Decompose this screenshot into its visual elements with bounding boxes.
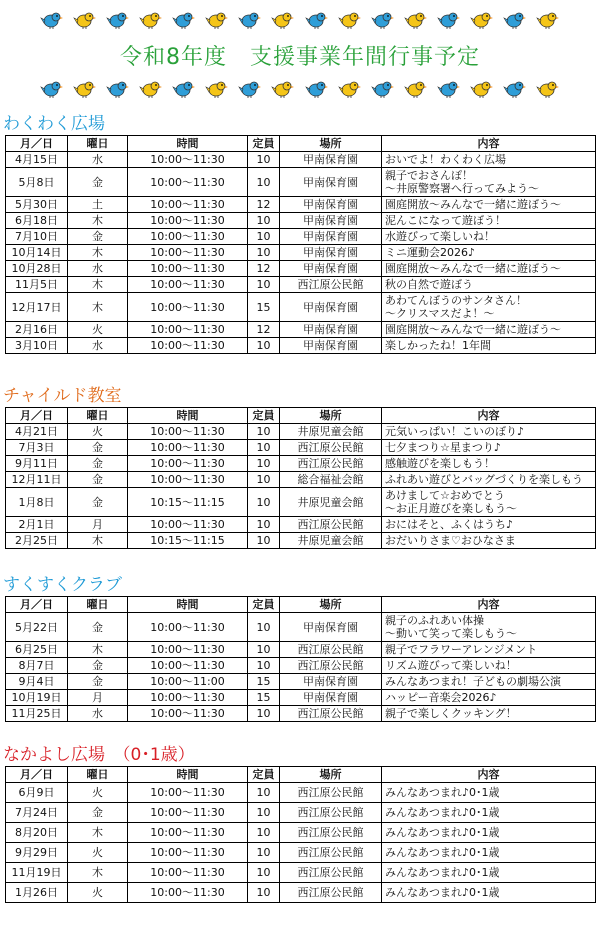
cell-day: 木: [68, 245, 128, 261]
cell-day: 火: [68, 843, 128, 863]
cell-day: 金: [68, 488, 128, 517]
bird-icon: [437, 9, 461, 29]
cell-cap: 10: [248, 424, 280, 440]
cell-content: 親子で楽しくクッキング！: [382, 706, 596, 722]
cell-time: 10:00～11:30: [128, 472, 248, 488]
cell-day: 木: [68, 863, 128, 883]
cell-cap: 10: [248, 533, 280, 549]
bird-icon: [238, 78, 262, 98]
cell-cap: 15: [248, 293, 280, 322]
column-header-time: 時間: [128, 597, 248, 613]
cell-cap: 10: [248, 488, 280, 517]
cell-content: おにはそと、ふくはうち♪: [382, 517, 596, 533]
cell-place: 西江原公民館: [280, 863, 382, 883]
bird-icon: [40, 78, 64, 98]
table-row: [6, 642, 596, 658]
table-row: [6, 424, 596, 440]
section-title: チャイルド教室: [3, 386, 122, 406]
cell-time: 10:15～11:15: [128, 533, 248, 549]
cell-time: 10:15～11:15: [128, 488, 248, 517]
cell-content: 親子のふれあい体操 ～動いて笑って楽しもう～: [382, 613, 596, 642]
cell-date: 11月5日: [6, 277, 68, 293]
column-header-place: 場所: [280, 408, 382, 424]
cell-time: 10:00～11:30: [128, 338, 248, 354]
cell-day: 木: [68, 642, 128, 658]
cell-place: 甲南保育園: [280, 152, 382, 168]
cell-day: 木: [68, 293, 128, 322]
bird-icon: [271, 9, 295, 29]
cell-day: 金: [68, 229, 128, 245]
table-header-row: [6, 136, 596, 152]
bird-icon: [404, 78, 428, 98]
cell-date: 6月25日: [6, 642, 68, 658]
column-header-content: 内容: [382, 408, 596, 424]
table-row: [6, 823, 596, 843]
cell-time: 10:00～11:30: [128, 658, 248, 674]
cell-cap: 10: [248, 642, 280, 658]
cell-place: 甲南保育園: [280, 338, 382, 354]
cell-time: 10:00～11:30: [128, 440, 248, 456]
cell-date: 12月17日: [6, 293, 68, 322]
column-header-place: 場所: [280, 767, 382, 783]
bird-icon: [371, 78, 395, 98]
page-title: 令和8年度 支援事業年間行事予定: [120, 45, 480, 70]
cell-place: 甲南保育園: [280, 613, 382, 642]
cell-time: 10:00～11:30: [128, 803, 248, 823]
section-title: なかよし広場 （0･1歳）: [3, 745, 195, 765]
cell-cap: 10: [248, 783, 280, 803]
cell-place: 西江原公民館: [280, 783, 382, 803]
cell-place: 甲南保育園: [280, 690, 382, 706]
table-row: [6, 245, 596, 261]
bird-icon: [305, 78, 329, 98]
cell-day: 月: [68, 517, 128, 533]
cell-place: 西江原公民館: [280, 517, 382, 533]
cell-content: リズム遊びって楽しいね！: [382, 658, 596, 674]
bird-icon: [536, 9, 560, 29]
cell-content: 秋の自然で遊ぼう: [382, 277, 596, 293]
column-header-place: 場所: [280, 597, 382, 613]
cell-content: 園庭開放～みんなで一緒に遊ぼう～: [382, 197, 596, 213]
table-row: [6, 674, 596, 690]
cell-place: 総合福祉会館: [280, 472, 382, 488]
cell-date: 11月19日: [6, 863, 68, 883]
cell-date: 4月21日: [6, 424, 68, 440]
cell-time: 10:00～11:30: [128, 213, 248, 229]
cell-cap: 12: [248, 261, 280, 277]
cell-content: みんなあつまれ♪0･1歳: [382, 883, 596, 903]
cell-day: 水: [68, 706, 128, 722]
cell-cap: 15: [248, 690, 280, 706]
cell-date: 6月9日: [6, 783, 68, 803]
cell-day: 土: [68, 197, 128, 213]
cell-cap: 12: [248, 322, 280, 338]
cell-date: 10月14日: [6, 245, 68, 261]
schedule-table: [5, 766, 596, 903]
cell-cap: 12: [248, 197, 280, 213]
cell-cap: 10: [248, 517, 280, 533]
column-header-time: 時間: [128, 408, 248, 424]
cell-place: 甲南保育園: [280, 674, 382, 690]
cell-time: 10:00～11:30: [128, 424, 248, 440]
cell-place: 西江原公民館: [280, 883, 382, 903]
bird-decoration-bottom: [40, 77, 560, 99]
cell-day: 金: [68, 658, 128, 674]
column-header-cap: 定員: [248, 767, 280, 783]
column-header-content: 内容: [382, 136, 596, 152]
section-child-class: [3, 386, 595, 549]
cell-place: 甲南保育園: [280, 261, 382, 277]
cell-date: 5月30日: [6, 197, 68, 213]
bird-icon: [271, 78, 295, 98]
cell-place: 甲南保育園: [280, 293, 382, 322]
cell-place: 甲南保育園: [280, 197, 382, 213]
cell-day: 水: [68, 261, 128, 277]
cell-date: 7月3日: [6, 440, 68, 456]
cell-content: 園庭開放～みんなで一緒に遊ぼう～: [382, 322, 596, 338]
table-row: [6, 472, 596, 488]
cell-time: 10:00～11:30: [128, 517, 248, 533]
cell-day: 火: [68, 883, 128, 903]
cell-date: 6月18日: [6, 213, 68, 229]
cell-time: 10:00～11:30: [128, 152, 248, 168]
cell-place: 西江原公民館: [280, 706, 382, 722]
cell-cap: 10: [248, 229, 280, 245]
cell-time: 10:00～11:30: [128, 245, 248, 261]
cell-content: ミニ運動会2026♪: [382, 245, 596, 261]
column-header-time: 時間: [128, 136, 248, 152]
schedule-table: [5, 596, 596, 722]
cell-date: 1月26日: [6, 883, 68, 903]
cell-content: みんなあつまれ♪0･1歳: [382, 863, 596, 883]
column-header-cap: 定員: [248, 597, 280, 613]
cell-content: ふれあい遊びとバッグづくりを楽しもう: [382, 472, 596, 488]
bird-icon: [139, 9, 163, 29]
section-title: わくわく広場: [3, 114, 105, 134]
bird-icon: [470, 78, 494, 98]
bird-icon: [470, 9, 494, 29]
cell-content: みんなあつまれ♪0･1歳: [382, 843, 596, 863]
cell-date: 9月11日: [6, 456, 68, 472]
column-header-place: 場所: [280, 136, 382, 152]
bird-icon: [40, 9, 64, 29]
cell-date: 12月11日: [6, 472, 68, 488]
table-row: [6, 440, 596, 456]
table-row: [6, 456, 596, 472]
cell-day: 金: [68, 803, 128, 823]
cell-place: 甲南保育園: [280, 245, 382, 261]
cell-day: 火: [68, 783, 128, 803]
bird-icon: [205, 78, 229, 98]
table-row: [6, 783, 596, 803]
cell-time: 10:00～11:30: [128, 690, 248, 706]
column-header-date: 月／日: [6, 136, 68, 152]
cell-time: 10:00～11:30: [128, 843, 248, 863]
cell-content: 楽しかったね！1年間: [382, 338, 596, 354]
cell-time: 10:00～11:30: [128, 613, 248, 642]
cell-content: みんなあつまれ！子どもの劇場公演: [382, 674, 596, 690]
cell-day: 火: [68, 424, 128, 440]
section-title: すくすくクラブ: [3, 575, 122, 595]
cell-place: 甲南保育園: [280, 168, 382, 197]
cell-place: 西江原公民館: [280, 823, 382, 843]
cell-time: 10:00～11:30: [128, 229, 248, 245]
table-header-row: [6, 597, 596, 613]
column-header-day: 曜日: [68, 136, 128, 152]
cell-cap: 10: [248, 472, 280, 488]
cell-place: 井原児童会館: [280, 424, 382, 440]
cell-day: 金: [68, 440, 128, 456]
bird-icon: [404, 9, 428, 29]
cell-day: 金: [68, 168, 128, 197]
bird-icon: [106, 78, 130, 98]
table-row: [6, 168, 596, 197]
cell-day: 木: [68, 823, 128, 843]
cell-place: 西江原公民館: [280, 658, 382, 674]
cell-date: 9月29日: [6, 843, 68, 863]
cell-content: 感触遊びを楽しもう！: [382, 456, 596, 472]
cell-date: 2月16日: [6, 322, 68, 338]
cell-cap: 10: [248, 440, 280, 456]
bird-icon: [536, 78, 560, 98]
cell-day: 木: [68, 213, 128, 229]
column-header-day: 曜日: [68, 408, 128, 424]
cell-time: 10:00～11:00: [128, 674, 248, 690]
cell-content: 元気いっぱい！こいのぼり♪: [382, 424, 596, 440]
cell-time: 10:00～11:30: [128, 706, 248, 722]
cell-time: 10:00～11:30: [128, 261, 248, 277]
cell-date: 2月25日: [6, 533, 68, 549]
cell-place: 井原児童会館: [280, 488, 382, 517]
column-header-day: 曜日: [68, 597, 128, 613]
cell-time: 10:00～11:30: [128, 456, 248, 472]
table-row: [6, 613, 596, 642]
cell-place: 西江原公民館: [280, 803, 382, 823]
column-header-day: 曜日: [68, 767, 128, 783]
cell-date: 2月1日: [6, 517, 68, 533]
schedule-table: [5, 135, 596, 354]
cell-cap: 10: [248, 277, 280, 293]
section-nakayoshi: [3, 745, 595, 903]
cell-cap: 10: [248, 843, 280, 863]
cell-day: 月: [68, 690, 128, 706]
cell-cap: 10: [248, 706, 280, 722]
cell-cap: 10: [248, 168, 280, 197]
column-header-content: 内容: [382, 767, 596, 783]
table-row: [6, 517, 596, 533]
cell-date: 11月25日: [6, 706, 68, 722]
cell-day: 金: [68, 456, 128, 472]
cell-content: あけまして☆おめでとう ～お正月遊びを楽しもう～: [382, 488, 596, 517]
cell-time: 10:00～11:30: [128, 168, 248, 197]
column-header-cap: 定員: [248, 408, 280, 424]
cell-place: 甲南保育園: [280, 229, 382, 245]
table-row: [6, 293, 596, 322]
bird-icon: [503, 9, 527, 29]
section-wakuwaku: [3, 114, 595, 354]
cell-cap: 10: [248, 863, 280, 883]
bird-icon: [205, 9, 229, 29]
cell-time: 10:00～11:30: [128, 277, 248, 293]
schedule-table: [5, 407, 596, 549]
cell-place: 甲南保育園: [280, 213, 382, 229]
column-header-content: 内容: [382, 597, 596, 613]
cell-day: 水: [68, 338, 128, 354]
cell-cap: 10: [248, 613, 280, 642]
cell-date: 8月20日: [6, 823, 68, 843]
cell-content: 泥んこになって遊ぼう！: [382, 213, 596, 229]
table-row: [6, 803, 596, 823]
cell-place: 井原児童会館: [280, 533, 382, 549]
bird-icon: [106, 9, 130, 29]
cell-content: あわてんぼうのサンタさん！ ～クリスマスだよ！～: [382, 293, 596, 322]
cell-time: 10:00～11:30: [128, 322, 248, 338]
cell-cap: 15: [248, 674, 280, 690]
cell-time: 10:00～11:30: [128, 197, 248, 213]
cell-date: 4月15日: [6, 152, 68, 168]
cell-day: 金: [68, 674, 128, 690]
bird-icon: [73, 78, 97, 98]
cell-place: 西江原公民館: [280, 843, 382, 863]
cell-place: 西江原公民館: [280, 456, 382, 472]
table-row: [6, 322, 596, 338]
cell-day: 金: [68, 472, 128, 488]
table-row: [6, 229, 596, 245]
cell-cap: 10: [248, 823, 280, 843]
cell-content: みんなあつまれ♪0･1歳: [382, 783, 596, 803]
bird-icon: [73, 9, 97, 29]
bird-icon: [139, 78, 163, 98]
table-row: [6, 338, 596, 354]
cell-content: 園庭開放～みんなで一緒に遊ぼう～: [382, 261, 596, 277]
cell-content: おだいりさま♡おひなさま: [382, 533, 596, 549]
table-row: [6, 261, 596, 277]
cell-cap: 10: [248, 456, 280, 472]
cell-date: 10月19日: [6, 690, 68, 706]
bird-icon: [172, 9, 196, 29]
cell-content: みんなあつまれ♪0･1歳: [382, 823, 596, 843]
cell-day: 水: [68, 152, 128, 168]
cell-date: 7月24日: [6, 803, 68, 823]
cell-time: 10:00～11:30: [128, 293, 248, 322]
cell-date: 3月10日: [6, 338, 68, 354]
cell-time: 10:00～11:30: [128, 823, 248, 843]
cell-time: 10:00～11:30: [128, 883, 248, 903]
cell-cap: 10: [248, 658, 280, 674]
cell-day: 木: [68, 533, 128, 549]
column-header-date: 月／日: [6, 767, 68, 783]
cell-time: 10:00～11:30: [128, 642, 248, 658]
table-row: [6, 533, 596, 549]
cell-cap: 10: [248, 803, 280, 823]
cell-time: 10:00～11:30: [128, 783, 248, 803]
cell-place: 甲南保育園: [280, 322, 382, 338]
table-row: [6, 690, 596, 706]
cell-cap: 10: [248, 213, 280, 229]
column-header-date: 月／日: [6, 597, 68, 613]
cell-date: 7月10日: [6, 229, 68, 245]
cell-place: 西江原公民館: [280, 642, 382, 658]
column-header-time: 時間: [128, 767, 248, 783]
table-row: [6, 706, 596, 722]
bird-icon: [338, 78, 362, 98]
cell-date: 10月28日: [6, 261, 68, 277]
cell-content: 親子でおさんぽ！ ～井原警察署へ行ってみよう～: [382, 168, 596, 197]
cell-content: ハッピー音楽会2026♪: [382, 690, 596, 706]
bird-icon: [338, 9, 362, 29]
bird-icon: [238, 9, 262, 29]
cell-date: 1月8日: [6, 488, 68, 517]
table-row: [6, 152, 596, 168]
column-header-cap: 定員: [248, 136, 280, 152]
table-row: [6, 213, 596, 229]
cell-day: 金: [68, 613, 128, 642]
cell-date: 9月4日: [6, 674, 68, 690]
cell-content: 親子でフラワーアレンジメント: [382, 642, 596, 658]
cell-cap: 10: [248, 338, 280, 354]
table-row: [6, 197, 596, 213]
cell-cap: 10: [248, 883, 280, 903]
bird-icon: [371, 9, 395, 29]
bird-icon: [503, 78, 527, 98]
table-row: [6, 843, 596, 863]
table-row: [6, 863, 596, 883]
cell-content: おいでよ！わくわく広場: [382, 152, 596, 168]
table-header-row: [6, 767, 596, 783]
table-row: [6, 277, 596, 293]
column-header-date: 月／日: [6, 408, 68, 424]
bird-icon: [305, 9, 329, 29]
table-row: [6, 883, 596, 903]
cell-cap: 10: [248, 245, 280, 261]
table-header-row: [6, 408, 596, 424]
cell-day: 火: [68, 322, 128, 338]
cell-content: 七夕まつり☆星まつり♪: [382, 440, 596, 456]
cell-place: 西江原公民館: [280, 440, 382, 456]
cell-time: 10:00～11:30: [128, 863, 248, 883]
cell-date: 5月8日: [6, 168, 68, 197]
bird-decoration-top: [40, 8, 560, 30]
section-sukusuku: [3, 575, 595, 722]
cell-day: 木: [68, 277, 128, 293]
cell-date: 8月7日: [6, 658, 68, 674]
cell-place: 西江原公民館: [280, 277, 382, 293]
cell-content: 水遊びって楽しいね！: [382, 229, 596, 245]
cell-date: 5月22日: [6, 613, 68, 642]
bird-icon: [172, 78, 196, 98]
cell-content: みんなあつまれ♪0･1歳: [382, 803, 596, 823]
cell-cap: 10: [248, 152, 280, 168]
table-row: [6, 658, 596, 674]
bird-icon: [437, 78, 461, 98]
table-row: [6, 488, 596, 517]
